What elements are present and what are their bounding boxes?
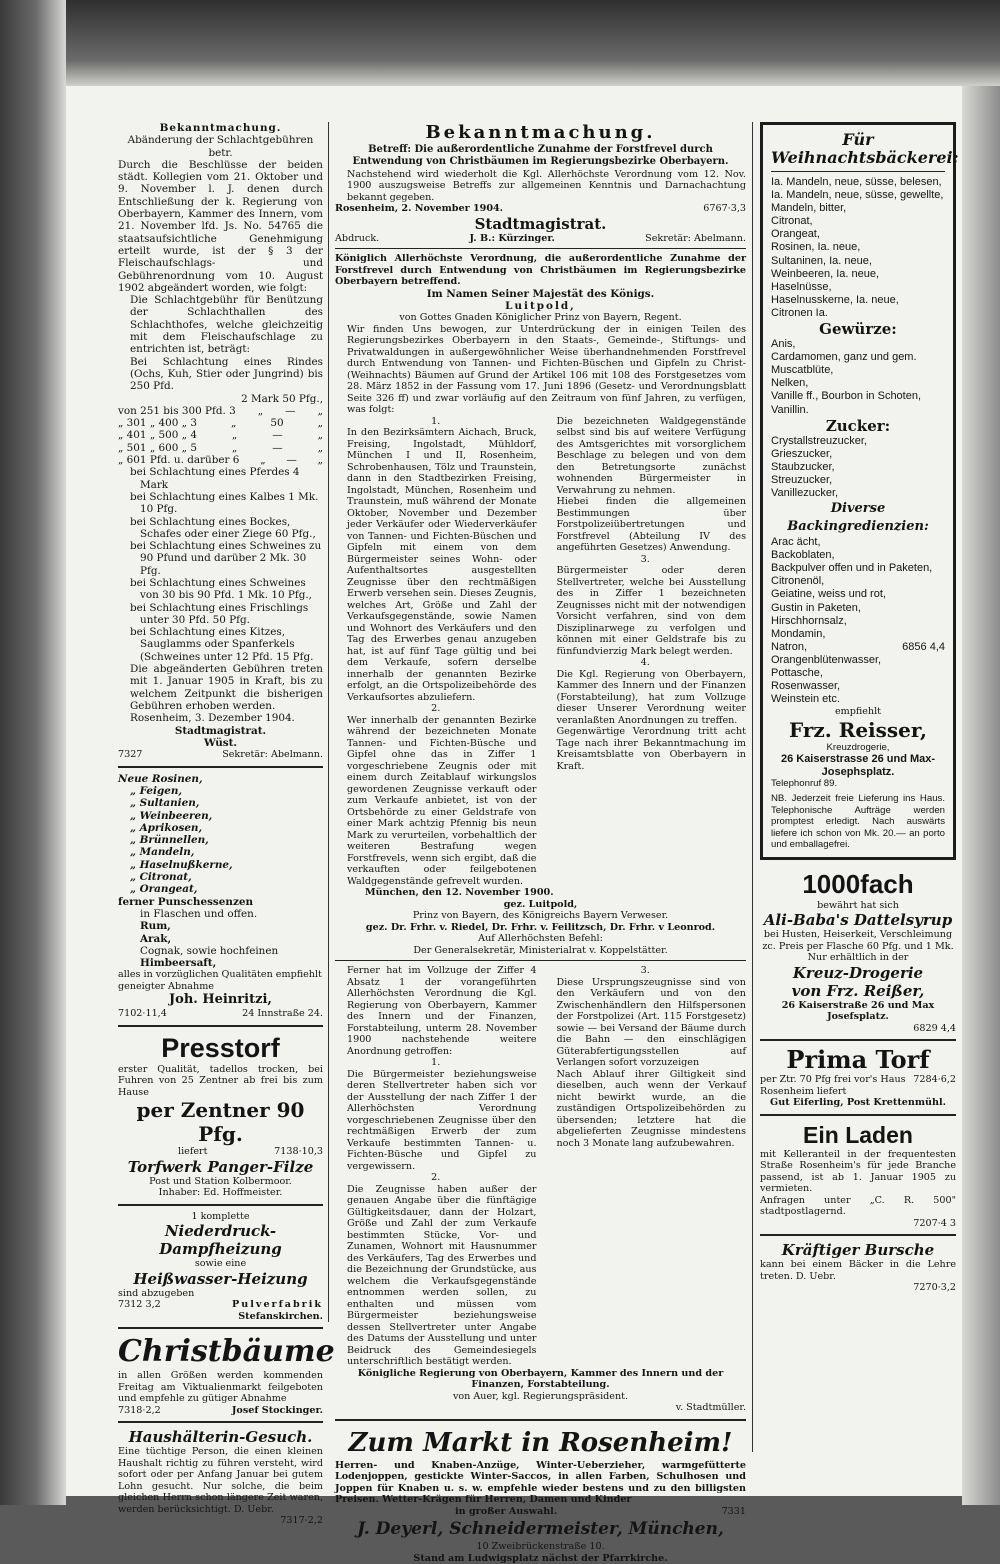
- ref-number: 7312 3,2: [118, 1299, 161, 1311]
- christmas-baking-ad: [760, 122, 959, 860]
- item-list: [771, 176, 945, 320]
- ad-item: ferner Punschessenzen: [118, 895, 254, 908]
- divider: [118, 1204, 323, 1206]
- section-text: Diese Ursprungszeugnisse sind von den Verkäufern und von den Zwischenhändlern den Hilfspersonen der Forstpolizei (Art. 115 Forstgesetz) sowie — bei Versand der Bäume durch die Bahn — den einschlägigen Güterabfertigungsstellen auf Verlangen sofort vorzuzeigen: [556, 976, 746, 1069]
- item-list: [771, 338, 945, 417]
- rate-unit: „: [317, 441, 323, 454]
- ad-title: 1000fach: [802, 868, 914, 899]
- ad-item: Citronat,: [771, 215, 813, 228]
- ad-title: Ein Laden: [803, 1121, 913, 1148]
- left-column: [118, 122, 335, 1527]
- merchant-name: J. Deyerl, Schneidermeister, München,: [357, 1519, 724, 1540]
- divider: [118, 1421, 323, 1423]
- divider: [335, 248, 746, 249]
- general-secretary: Der Generalsekretär, Ministerialrat v. Koppelstätter.: [413, 944, 668, 956]
- product-name: Ali-Baba's Dattelsyrup: [763, 911, 953, 930]
- rate-row: [118, 429, 323, 441]
- divider: [335, 1419, 746, 1421]
- merchant-kind: Kreuzdrogerie,: [826, 741, 890, 753]
- ad-item: „ Mandeln,: [130, 846, 195, 859]
- ad-item: Pottasche,: [771, 667, 823, 679]
- ad-title: Niederdruck-: [164, 1222, 277, 1241]
- rate-unit: „: [317, 417, 323, 430]
- rate-first: 2 Mark 50 Pfg.,: [241, 392, 323, 405]
- ordinance-subject: Betreff: Die außerordentliche Zunahme der Forstfrevel durch Entwendung von Christbäumen im Regierungsbezirke Oberbayern.: [352, 144, 729, 168]
- ad-footer: [118, 1299, 323, 1311]
- ad-item: Ia. Mandeln, neue, süsse, belesen,: [771, 176, 942, 188]
- ad-item: Grieszucker,: [771, 447, 833, 460]
- rate-pf: —: [272, 441, 283, 454]
- ad-text: sind abzugeben: [118, 1287, 195, 1299]
- rate-line: bei Schlachtung eines Schweines von 30 bis 90 Pfd. 1 Mk. 10 Pfg.,: [130, 576, 312, 602]
- owner-name: von Frz. Reißer,: [791, 981, 925, 1000]
- ad-row: [760, 1074, 956, 1097]
- ad-text: kann bei einem Bäcker in die Lehre treten. D. Uebr.: [760, 1259, 956, 1282]
- store-name: Kreuz-Drogerie: [792, 963, 924, 982]
- ad-text: erster Qualität, tadellos trocken, bei Fuhren von 25 Zentner ab frei bis zum Hause: [118, 1063, 323, 1098]
- ad-item-row: [771, 641, 945, 654]
- ad-title: Prima Torf: [786, 1045, 930, 1075]
- divider: [118, 1327, 323, 1329]
- ad-text: Post und Station Kolbermoor.: [149, 1175, 292, 1187]
- rate-line: bei Schlachtung eines Kitzes, Sauglamms oder Spanferkels (Schweines unter 12 Pfd. 15 Pfg.: [130, 626, 314, 663]
- ad-text: sowie eine: [194, 1258, 247, 1270]
- ad-item: Vanillin.: [771, 403, 809, 416]
- preamble: Wir finden Uns bewogen, zur Unterdrückung der in einigen Teilen des Regierungsbezirkes Oberbayern in den Staats-, Gemeinde-, Stiftungs- und Privatwaldungen in außergewöhnlicher Weise überhandnehmenden Forstfrevel durch Entwendung von Tannen- und Fichten-Büschen und Gipfeln zu Christ-(Weihnachts) Bäumen auf Grund der Artikel 106 mit 108 des Forstgesetzes vom 28. März 1852 in der Fassung vom 17. Juni 1896 (Gesetz- und Verordnungsblatt Seite 326 ff) und zwar vorläufig auf den Zeitraum von fünf Jahren, zu verfügen, was folgt:: [347, 323, 746, 416]
- heating-ad: [118, 1211, 323, 1323]
- ad-item: Geiatine, weiss und rot,: [771, 588, 886, 601]
- rate-range: „ 401 „ 500 „ 4: [118, 429, 197, 442]
- section-number: 3.: [640, 553, 650, 565]
- ad-text: bei Husten, Heiserkeit, Verschleimung zc. Preis per Flasche 60 Pfg. und 1 Mk. Nur erhältlich in der: [762, 929, 954, 964]
- ad-item: Staubzucker,: [771, 460, 835, 473]
- section-text: Gegenwärtige Verordnung tritt acht Tage nach ihrer Bekanntmachung im Kreisamtsblatte von Oberbayern in Kraft.: [556, 726, 746, 772]
- ad-item: Haselnusskerne, Ia. neue,: [771, 293, 899, 306]
- ref-number: 6767·3,3: [703, 203, 746, 215]
- rate-unit: „: [231, 429, 238, 442]
- ad-item: „ Aprikosen,: [130, 821, 203, 834]
- ad-title: Haushälterin-Gesuch.: [128, 1428, 313, 1447]
- ad-item: Arac ächt,: [771, 536, 821, 549]
- ad-item: Weinbeeren, Ia. neue,: [771, 267, 880, 280]
- ordinance-col-left: [335, 965, 537, 1368]
- ad-item: Citronenöl,: [771, 575, 825, 588]
- ad-item: „ Feigen,: [130, 784, 183, 797]
- section-number: 4.: [640, 657, 650, 669]
- ad-item: „ Weinbeeren,: [130, 809, 213, 822]
- merchant-address: 26 Kaiserstrasse 26 und Max-Josephsplatz.: [780, 753, 936, 778]
- ad-item: „ Orangeat,: [130, 883, 198, 896]
- rate-row: [118, 442, 323, 454]
- ad-title: Presstorf: [161, 1032, 280, 1063]
- ad-text: bewährt hat sich: [817, 899, 899, 911]
- rate-pf: 50: [270, 417, 284, 430]
- ad-item: Orangeat,: [771, 228, 820, 241]
- divider: [118, 1025, 323, 1027]
- ad-item: Neue Rosinen,: [118, 772, 203, 785]
- ordinance-col-right: [545, 965, 747, 1368]
- ref-number: 7317·2,2: [280, 1515, 323, 1527]
- notice-authority: Stadtmagistrat.: [174, 724, 267, 737]
- divider: [335, 960, 746, 961]
- ad-item: Rum,: [140, 920, 171, 933]
- government: Königliche Regierung von Oberbayern, Kammer des Innern und der Finanzen, Forstabteilung.: [357, 1367, 724, 1391]
- section-title: Diverse Backingredienzien:: [787, 501, 929, 535]
- signer: J. B.: Kürzinger.: [469, 232, 555, 244]
- merchant-name: Joh. Heinritzi,: [169, 992, 272, 1008]
- in-name: Im Namen Seiner Majestät des Königs.: [426, 287, 655, 300]
- ad-item: Mondamin,: [771, 627, 826, 640]
- ref-number: 7207·4 3: [913, 1217, 956, 1229]
- rate-unit: „: [230, 417, 237, 430]
- ad-item: „ Sultanien,: [130, 797, 200, 810]
- christmas-tree-ad: [118, 1334, 335, 1416]
- ref-number: 7318·2,2: [118, 1404, 161, 1416]
- ad-item: Mandeln, bitter,: [771, 202, 847, 215]
- ad-item: „ Citronat,: [130, 871, 192, 884]
- merchant-name: Frz. Reisser,: [789, 717, 927, 742]
- rate-pf: —: [286, 454, 297, 467]
- ad-item: Rosenwasser,: [771, 680, 841, 693]
- company-place: Stefanskirchen.: [238, 1310, 323, 1322]
- section-text: Die Zeugnisse haben außer der genauen Angabe über die fünftägige Gültigkeitsdauer, dann der Holzart, Größe und Zahl der zum Verkaufe bestimmten Stücke, Vor- und Zunamen, Wohnort mit Hausnummer des Verkäufers, Tag des Erwerbes und die Bezeichnung der Grundstücke, aus welchem die Verkaufsgegenstände entnommen werden sollen, zu enthalten und müssen vom Bürgermeister beziehungsweise dessen Stellvertreter unter Angabe des Datums der Ausstellung und unter Beidruck des Gemeindesiegels unterschriftlich bestätigt werden.: [347, 1183, 537, 1368]
- notice-paragraph: Die Schlachtgebühr für Benützung der Schlachthallen des Schlachthofes, welche gleichzeitig mit dem Fleischaufschlage zu entrichten ist, beträgt:: [130, 294, 323, 356]
- newspaper-page: [66, 86, 962, 1564]
- notice-closing: Die abgeänderten Gebühren treten mit 1. Januar 1905 in Kraft, bis zu welchem Zeitpunkt die bisherigen Gebühren erhoben werden.: [130, 663, 323, 712]
- ad-text: liefert: [178, 1146, 208, 1158]
- rate-range: „ 301 „ 400 „ 3: [118, 417, 197, 430]
- scan-top-margin: [66, 0, 1000, 86]
- ref-number: 7270·3,2: [913, 1282, 956, 1294]
- ref-number: 7284·6,2: [913, 1074, 956, 1086]
- rate-unit: „: [260, 454, 266, 467]
- ad-text: per Ztr. 70 Pfg frei vor's Haus Rosenheim liefert: [760, 1074, 906, 1097]
- ad-text: in großer Auswahl.: [455, 1505, 558, 1517]
- divider: [760, 1234, 956, 1236]
- divider: [760, 1114, 956, 1116]
- ad-item: Cardamomen, ganz und gem.: [771, 351, 917, 364]
- section-text: Hiebei finden die allgemeinen Bestimmungen über Forstpolizeiübertretungen und Forstfrevel (Abteilung IV des angeführten Gesetzes) Anwendung.: [556, 496, 746, 554]
- ad-item: Crystallstreuzucker,: [771, 434, 867, 447]
- housekeeper-ad: [118, 1428, 323, 1527]
- ad-item: „ Brünnellen,: [130, 834, 209, 847]
- ref-number: 7331: [721, 1505, 746, 1517]
- section-number: 3.: [640, 965, 650, 977]
- ad-item: Rosinen, Ia. neue,: [771, 241, 861, 254]
- ad-text: alles in vorzüglichen Qualitäten empfiehlt geneigter Abnahme: [118, 969, 322, 992]
- rate-unit: „: [317, 429, 323, 442]
- ad-text: 1 komplette: [191, 1210, 250, 1222]
- ad-text: in Flaschen und offen.: [140, 907, 258, 920]
- ref-number: 6829 4,4: [913, 1022, 956, 1034]
- ad-item: Hirschhornsalz,: [771, 614, 847, 627]
- rate-unit: „: [257, 404, 264, 417]
- notice-paragraph: Bei Schlachtung eines Rindes (Ochs, Kuh, Stier oder Jungrind) bis 250 Pfd.: [130, 355, 323, 393]
- ad-item: Ia. Mandeln, neue, süsse, gewellte,: [771, 189, 944, 202]
- rate-line: bei Schlachtung eines Frischlings unter 30 Pfd. 50 Pfg.: [130, 601, 309, 626]
- ref-number: 7138·10,3: [274, 1146, 323, 1158]
- section-title: Gewürze:: [819, 320, 897, 339]
- rate-unit: „: [317, 404, 323, 417]
- rate-row: [118, 454, 323, 466]
- merchant-address: 10 Zweibrückenstraße 10.: [476, 1541, 605, 1553]
- ad-title: Zum Markt in Rosenheim!: [348, 1427, 733, 1458]
- notice-footer: [118, 749, 323, 761]
- ad-text: empfiehlt: [834, 706, 882, 718]
- dried-fruit-ad: [118, 773, 323, 1020]
- rate-table: [118, 405, 323, 466]
- seller-name: Josef Stockinger.: [231, 1404, 323, 1416]
- apprentice-ad: [760, 1241, 956, 1294]
- market-stand: Stand am Ludwigsplatz nächst der Pfarrkirche.: [413, 1552, 668, 1564]
- ad-title: Kräftiger Bursche: [781, 1241, 935, 1260]
- signature-line: [335, 233, 746, 245]
- ad-item: Backoblaten,: [771, 549, 835, 562]
- right-column: [760, 122, 959, 1294]
- ordinance-columns-2: [335, 965, 746, 1368]
- ad-footer: [118, 1405, 323, 1417]
- ad-item: Cognak, sowie hochfeinen: [140, 944, 279, 957]
- ad-text: Eine tüchtige Person, die einen kleinen Haushalt richtig zu führen versteht, wird sofort oder per Anfang Januar bei gutem Lohn gesucht. Nur solche, die beim gleichen Herrn schon längere Zeit waren, werden berücksichtigt. D. Uebr.: [118, 1446, 323, 1515]
- presstorf-ad: [118, 1032, 323, 1199]
- ad-title: Christbäume: [118, 1334, 335, 1370]
- ad-item: Natron,: [771, 640, 808, 653]
- ad-text: Herren- und Knaben-Anzüge, Winter-Ueberzieher, warmgefütterte Lodenjoppen, gestickte Winter-Saccos, in allen Farben, Schulhosen und Joppen für Knaben u. s. w. empfehle wieder bestens und zu den billigsten Preisen. Wetter-Krägen für Herren, Damen und Kinder: [335, 1459, 746, 1506]
- ad-item: Weinstein etc.: [771, 693, 840, 706]
- slaughter-fee-notice: [118, 122, 323, 761]
- signed: gez. Luitpold,: [503, 898, 578, 910]
- ref-number: 7102·11,4: [118, 1008, 167, 1020]
- section-title: Zucker:: [825, 416, 891, 435]
- item-list: [771, 536, 945, 706]
- divider: [118, 766, 323, 768]
- ad-text: Inhaber: Ed. Hoffmeister.: [158, 1187, 283, 1199]
- section-number: 2.: [431, 703, 441, 715]
- company-name: Torfwerk Panger-Filze: [127, 1157, 314, 1176]
- ad-item: Haselnüsse,: [771, 280, 832, 293]
- ad-footer: [118, 1008, 323, 1020]
- company-name: Pulverfabrik: [232, 1299, 323, 1311]
- countersign: v. Stadtmüller.: [675, 1402, 746, 1414]
- section-text: In den Bezirksämtern Aichach, Bruck, Freising, Ingolstadt, Mühldorf, München I und II, Rosenheim, Schrobenhausen, Tölz und Traunstein, dann in den Stadtbezirken Freising, Ingolstadt, München, Rosenheim und Traunstein, muß während der Monate Oktober, November und Dezember jeder Verkäufer oder Wiederverkäufer von Tannen- und Fichten-Büschen und Gipfeln mit einem von dem Bürgermeister seines Wohn- oder Aufenthaltsortes ausgestellten Zeugnisse über den rechtmäßigen Erwerb versehen sein. Dieses Zeugnis, welches Art, Größe und Zahl der Verkaufsgegenstände, sowie Namen und Wohnort des Verkäufers und den Tag des Erwerbes genau anzugeben hat, ist auf fünf Tage gültig und bei dem Verkaufe, sofern derselbe innerhalb der genannten Bezirke erfolgt, an die Ortspolizeibehörde des Verkaufsortes abzuliefern.: [347, 427, 537, 703]
- section-number: 1.: [431, 1057, 441, 1069]
- command: Auf Allerhöchsten Befehl:: [478, 933, 603, 945]
- ordinance-dateline: [335, 203, 746, 215]
- ref-number: 7327: [118, 749, 143, 761]
- rate-line: bei Schlachtung eines Bockes, Schafes oder einer Ziege 60 Pfg.,: [130, 515, 316, 540]
- merchant-address: 26 Kaiserstraße 26 und Max Josefsplatz.: [781, 999, 935, 1023]
- ad-title: Dampfheizung: [159, 1240, 282, 1259]
- section-text: Die Bürgermeister beziehungsweise deren Stellvertreter haben sich vor der Ausstellung der nach Ziffer 1 der Allerhöchsten Verordnung vorgeschriebenen Zeugnisse über den rechtmäßigen Erwerb der zum Verkaufe bestimmten Tannen- u. Fichten-Büsche und Gipfel zu vergewissern.: [347, 1068, 537, 1172]
- ad-footer: [335, 1506, 746, 1518]
- notice-intro: Durch die Beschlüsse der beiden städt. Kollegien vom 21. Oktober und 9. November l. J. denen durch Entschließung der k. Regierung von Oberbayern, Kammer des Innern, vom 21. November lfd. Js. No. 54765 die staatsaufsichtliche Genehmigung erteilt wurde, ist der § 3 der Fleischaufschlags- und Gebührenordnung vom 10. August 1902 abgeändert worden, wie folgt:: [118, 158, 323, 294]
- ad-item: Vanille ff., Bourbon in Schoten,: [771, 390, 922, 403]
- ordinance-heading: Königlich Allerhöchste Verordnung, die außerordentliche Zunahme der Forstfrevel durch Entwendung von Christbäumen im Regierungsbezirke Oberbayern betreffend.: [335, 253, 746, 288]
- ad-item: Citronen Ia.: [771, 306, 828, 319]
- ordinance-columns: [335, 416, 746, 888]
- section-number: 2.: [431, 1172, 441, 1184]
- ad-item: „ Haselnußkerne,: [130, 858, 233, 871]
- notice-subtitle: Abänderung der Schlachtgebühren betr.: [127, 134, 314, 159]
- divider: [760, 1039, 956, 1041]
- authority: Stadtmagistrat.: [474, 214, 607, 233]
- rate-range: „ 601 Pfd. u. darüber 6: [118, 454, 240, 467]
- luitpold: Luitpold,: [505, 299, 576, 312]
- rate-pf: —: [285, 404, 296, 417]
- scan-right-margin: [962, 86, 1000, 1505]
- ad-item: Backpulver offen und in Paketen,: [771, 562, 933, 575]
- ref-number: 6856 4,4: [902, 640, 945, 653]
- ad-item: Muscatblüte,: [771, 364, 834, 377]
- munich-date: München, den 12. November 1900.: [365, 887, 554, 899]
- secretary: Sekretär: Abelmann.: [645, 232, 746, 244]
- place-date: Rosenheim, 2. November 1904.: [335, 203, 504, 215]
- ad-text: in allen Größen werden kommenden Freitag am Viktualienmarkt feilgeboten und empfehle zu gütiger Abnahme: [118, 1370, 323, 1405]
- abdruck: Abdruck.: [335, 232, 380, 244]
- market-ad: [335, 1426, 746, 1564]
- rate-range: von 251 bis 300 Pfd. 3: [118, 404, 236, 417]
- rate-pf: —: [272, 429, 283, 442]
- notice-signer: Wüst.: [203, 736, 238, 749]
- ad-title: Heißwasser-Heizung: [133, 1269, 308, 1288]
- section-text: Bürgermeister oder deren Stellvertreter, welche bei Ausstellung des in Ziffer 1 bezeichneten Zeugnisses nicht mit der notwendigen Vorsicht verfahren, sind von dem Disziplinarwege zu verfolgen und können mit einer Geldstrafe bis zu fünfundvierzig Mark belegt werden.: [556, 565, 746, 657]
- regent: von Gottes Gnaden Königlicher Prinz von Bayern, Regent.: [399, 312, 682, 324]
- middle-column: [335, 122, 746, 1564]
- date-syrup-ad: [760, 868, 956, 1035]
- notice-place-date: Rosenheim, 3. Dezember 1904.: [130, 712, 295, 725]
- section-number: 1.: [431, 415, 441, 427]
- section-text: Die bezeichneten Waldgegenstände selbst sind bis auf weitere Verfügung des Amtsgerichtes mit vorsorglichem Beschlage zu belegen und von dem den Betretungsorte zunächst wohnenden Bürgermeister in Verwahrung zu nehmen.: [556, 415, 746, 496]
- notice-secretary: Sekretär: Abelmann.: [222, 749, 323, 761]
- section-text: Nach Ablauf ihrer Giltigkeit sind dieselben, auch wenn der Verkauf nicht bewirkt wurde, an die zuständigen Ortspolizeibehörden zu übersenden; letztere hat die abgelieferten Zeugnisse mindestens noch 3 Monate lang aufzubewahren.: [556, 1068, 746, 1149]
- ad-title: Für Weihnachtsbäckerei:: [771, 130, 959, 167]
- ad-text: mit Kelleranteil in der frequentesten Straße Rosenheim's für jede Branche passend, ist ab 1. Januar 1905 zu vermieten.: [760, 1148, 956, 1195]
- ad-item: Nelken,: [771, 377, 809, 390]
- section-text: Wer innerhalb der genannten Bezirke während der bezeichneten Monate Tannen- und Fichten-Büsche und Gipfel ohne das in Ziffer 1 vorgeschriebene Zeugnis oder mit einem durch Zeitablauf wirkungslos gewordenen Zeugnisse verkauft oder zum Verkaufe anbietet, ist von der Ortsbehörde zu einer Geldstrafe von einer Mark achtzig Pfennig bis neun Mark zu verurteilen, vorbehaltlich der weiteren Bestrafung wegen Forstfrevels, wenn sich ergibt, daß die verkauften oder feilgebotenen Waldgegenstände gefrevelt wurden.: [347, 714, 537, 887]
- ordinance-col-left: [335, 416, 537, 888]
- rate-row: [118, 417, 323, 429]
- regent-title: Prinz von Bayern, des Königreichs Bayern Verweser.: [412, 910, 669, 922]
- shop-ad: [760, 1121, 956, 1230]
- rate-row: [118, 405, 323, 417]
- ad-price: per Zentner 90 Pfg.: [136, 1098, 305, 1147]
- ordinance-intro: Nachstehend wird wiederholt die Kgl. Allerhöchste Verordnung vom 12. Nov. 1900 auszugsweise Betreffs zur allgemeinen Kenntnis und Darnachachtung bekannt gegeben.: [347, 168, 746, 203]
- ministers: gez. Dr. Frhr. v. Riedel, Dr. Frhr. v. Feilitzsch, Dr. Frhr. v Leonrod.: [365, 921, 716, 933]
- column-rule: [328, 122, 329, 1322]
- ad-contact: Anfragen unter „C. R. 500" stadtpostlagernd.: [760, 1194, 956, 1218]
- ad-item: Orangenblütenwasser,: [771, 653, 882, 666]
- ad-item: Sultaninen, Ia. neue,: [771, 254, 872, 267]
- president: von Auer, kgl. Regierungspräsident.: [452, 1390, 629, 1402]
- section-text: Die Kgl. Regierung von Oberbayern, Kammer des Innern und der Finanzen (Forstabteilung), hat zum Vollzuge dieser Unserer Verordnung weiter veranlaßten Anordnungen zu treffen.: [556, 668, 746, 726]
- notice-title: Bekanntmachung.: [159, 122, 282, 134]
- rate-line: bei Schlachtung eines Pferdes 4 Mark: [130, 466, 300, 491]
- merchant-address: 24 Innstraße 24.: [242, 1008, 323, 1020]
- rate-range: „ 501 „ 600 „ 5: [118, 441, 197, 454]
- rate-line: bei Schlachtung eines Kalbes 1 Mk. 10 Pfg.: [130, 490, 319, 516]
- ordinance-title: Bekanntmachung.: [425, 122, 656, 143]
- ad-source: Gut Eiferling, Post Krettenmühl.: [770, 1097, 946, 1109]
- ad-item: Himbeersaft,: [140, 957, 217, 970]
- merchant-phone: Telephonruf 89.: [771, 777, 838, 789]
- ad-item: Streuzucker,: [771, 473, 833, 486]
- rate-line: bei Schlachtung eines Schweines zu 90 Pfund und darüber 2 Mk. 30 Pfg.: [130, 540, 322, 577]
- book-binding: [0, 0, 66, 1505]
- ad-item: Vanillezucker,: [771, 486, 839, 499]
- ad-item: Arak,: [140, 932, 172, 945]
- section-text: Ferner hat im Vollzuge der Ziffer 4 Absatz 1 der vorangeführten Allerhöchsten Verordnung die Kgl. Regierung von Oberbayern, Kammer des Innern und der Finanzen, Forstabteilung, unterm 28. November 1900 nachstehende weitere Anordnung getroffen:: [347, 965, 537, 1057]
- ad-item: Anis,: [771, 338, 796, 351]
- prima-torf-ad: [760, 1046, 956, 1109]
- ad-item: Gustin in Paketen,: [771, 601, 861, 614]
- item-list: [771, 435, 945, 500]
- ad-footer: [118, 1146, 323, 1158]
- divider: [771, 171, 945, 172]
- rate-unit: „: [317, 454, 323, 467]
- column-rule: [752, 122, 753, 1452]
- ordinance-col-right: [545, 416, 747, 888]
- rate-unit: „: [231, 441, 238, 454]
- delivery-note: NB. Jederzeit freie Lieferung ins Haus. Telephonische Aufträge werden promptest erledigt. Nach auswärts liefere ich schon von Mk. 20.— an porto und emballagefrei.: [771, 793, 945, 851]
